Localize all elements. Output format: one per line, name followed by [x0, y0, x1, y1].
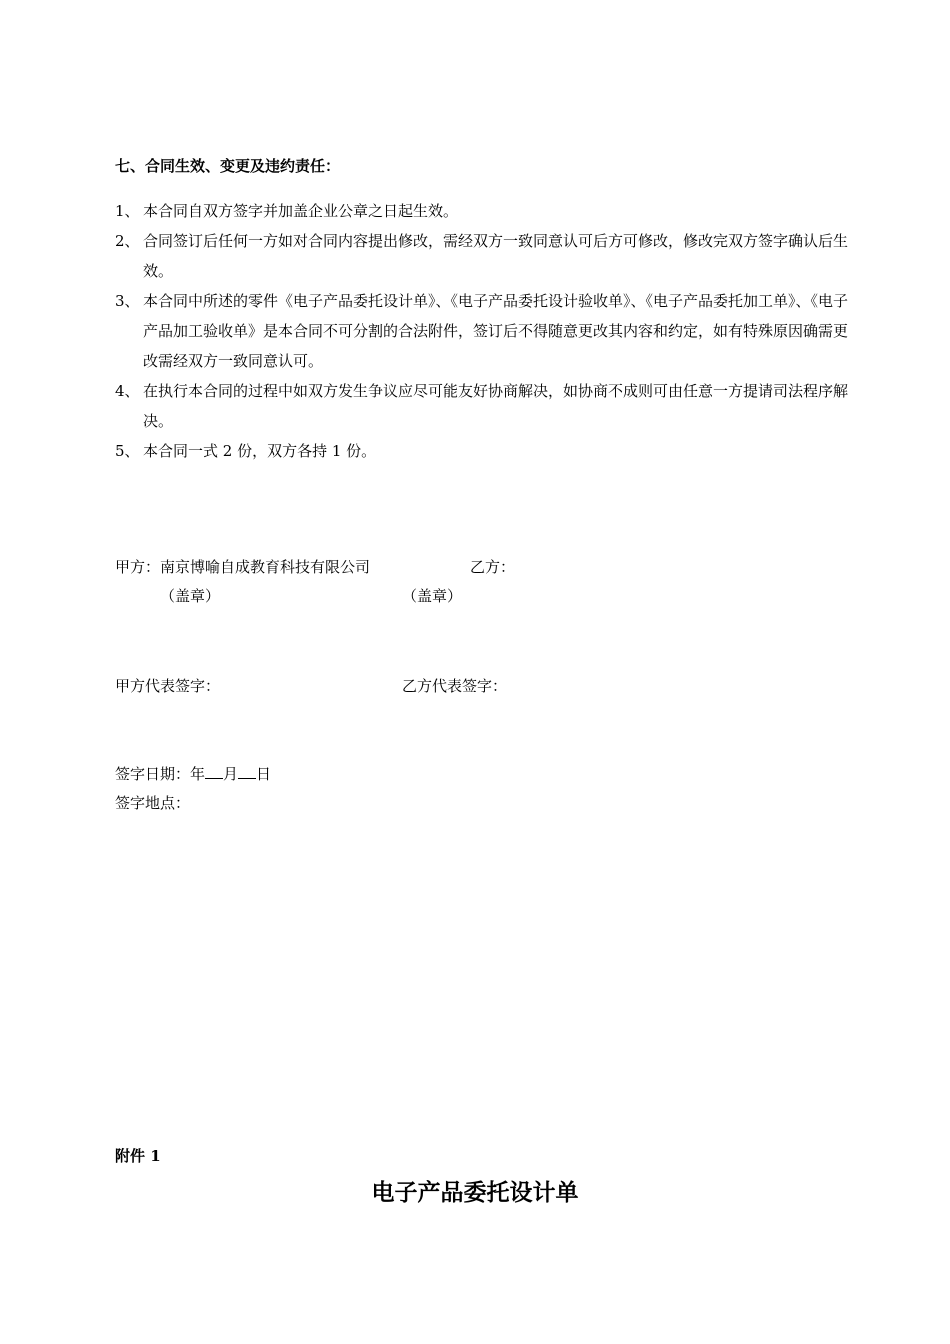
party-a-seal: （盖章） — [160, 587, 221, 605]
clause-text: 本合同中所述的零件《电子产品委托设计单》、《电子产品委托设计验收单》、《电子产品委托加工单》、《电子产品加工验收单》是本合同不可分割的合法附件，签订后不得随意更改其内容和约定，如有特殊原因确需更改需经双方一致同意认可。 — [143, 292, 849, 370]
clause-number: 4、 — [115, 382, 140, 400]
clause-number: 2、 — [115, 232, 140, 250]
date-month-blank — [205, 764, 223, 779]
date-day-blank — [238, 764, 256, 779]
signing-place: 签字地点： — [115, 794, 191, 812]
date-month-label: 月 — [223, 765, 239, 783]
clause-item — [115, 196, 855, 226]
clause-item — [115, 286, 855, 376]
signing-date — [115, 764, 271, 784]
attachment-title: 电子产品委托设计单 — [371, 1179, 579, 1206]
party-b-name: 乙方： — [470, 558, 516, 576]
clause-text: 在执行本合同的过程中如双方发生争议应尽可能友好协商解决，如协商不成则可由任意一方提请司法程序解决。 — [143, 382, 849, 430]
signing-date-label: 签字日期： — [115, 765, 191, 783]
clause-list — [115, 196, 855, 466]
clause-text: 本合同自双方签字并加盖企业公章之日起生效。 — [143, 202, 459, 220]
clause-text: 本合同一式 2 份，双方各持 1 份。 — [143, 442, 377, 460]
attachment-label: 附件 1 — [115, 1147, 161, 1165]
clause-item — [115, 376, 855, 436]
party-a-name: 甲方：南京博喻自成教育科技有限公司 — [115, 558, 371, 576]
date-day-label: 日 — [256, 765, 272, 783]
clause-number: 5、 — [115, 442, 140, 460]
party-a-representative-signature: 甲方代表签字： — [115, 677, 221, 695]
clause-number: 1、 — [115, 202, 140, 220]
clause-number: 3、 — [115, 292, 140, 310]
clause-item — [115, 226, 855, 286]
section-heading: 七、合同生效、变更及违约责任： — [115, 157, 341, 175]
clause-text: 合同签订后任何一方如对合同内容提出修改，需经双方一致同意认可后方可修改，修改完双方签字确认后生效。 — [143, 232, 849, 280]
party-b-seal: （盖章） — [402, 587, 463, 605]
date-year-label: 年 — [190, 765, 206, 783]
clause-item — [115, 436, 855, 466]
party-b-representative-signature: 乙方代表签字： — [402, 677, 508, 695]
